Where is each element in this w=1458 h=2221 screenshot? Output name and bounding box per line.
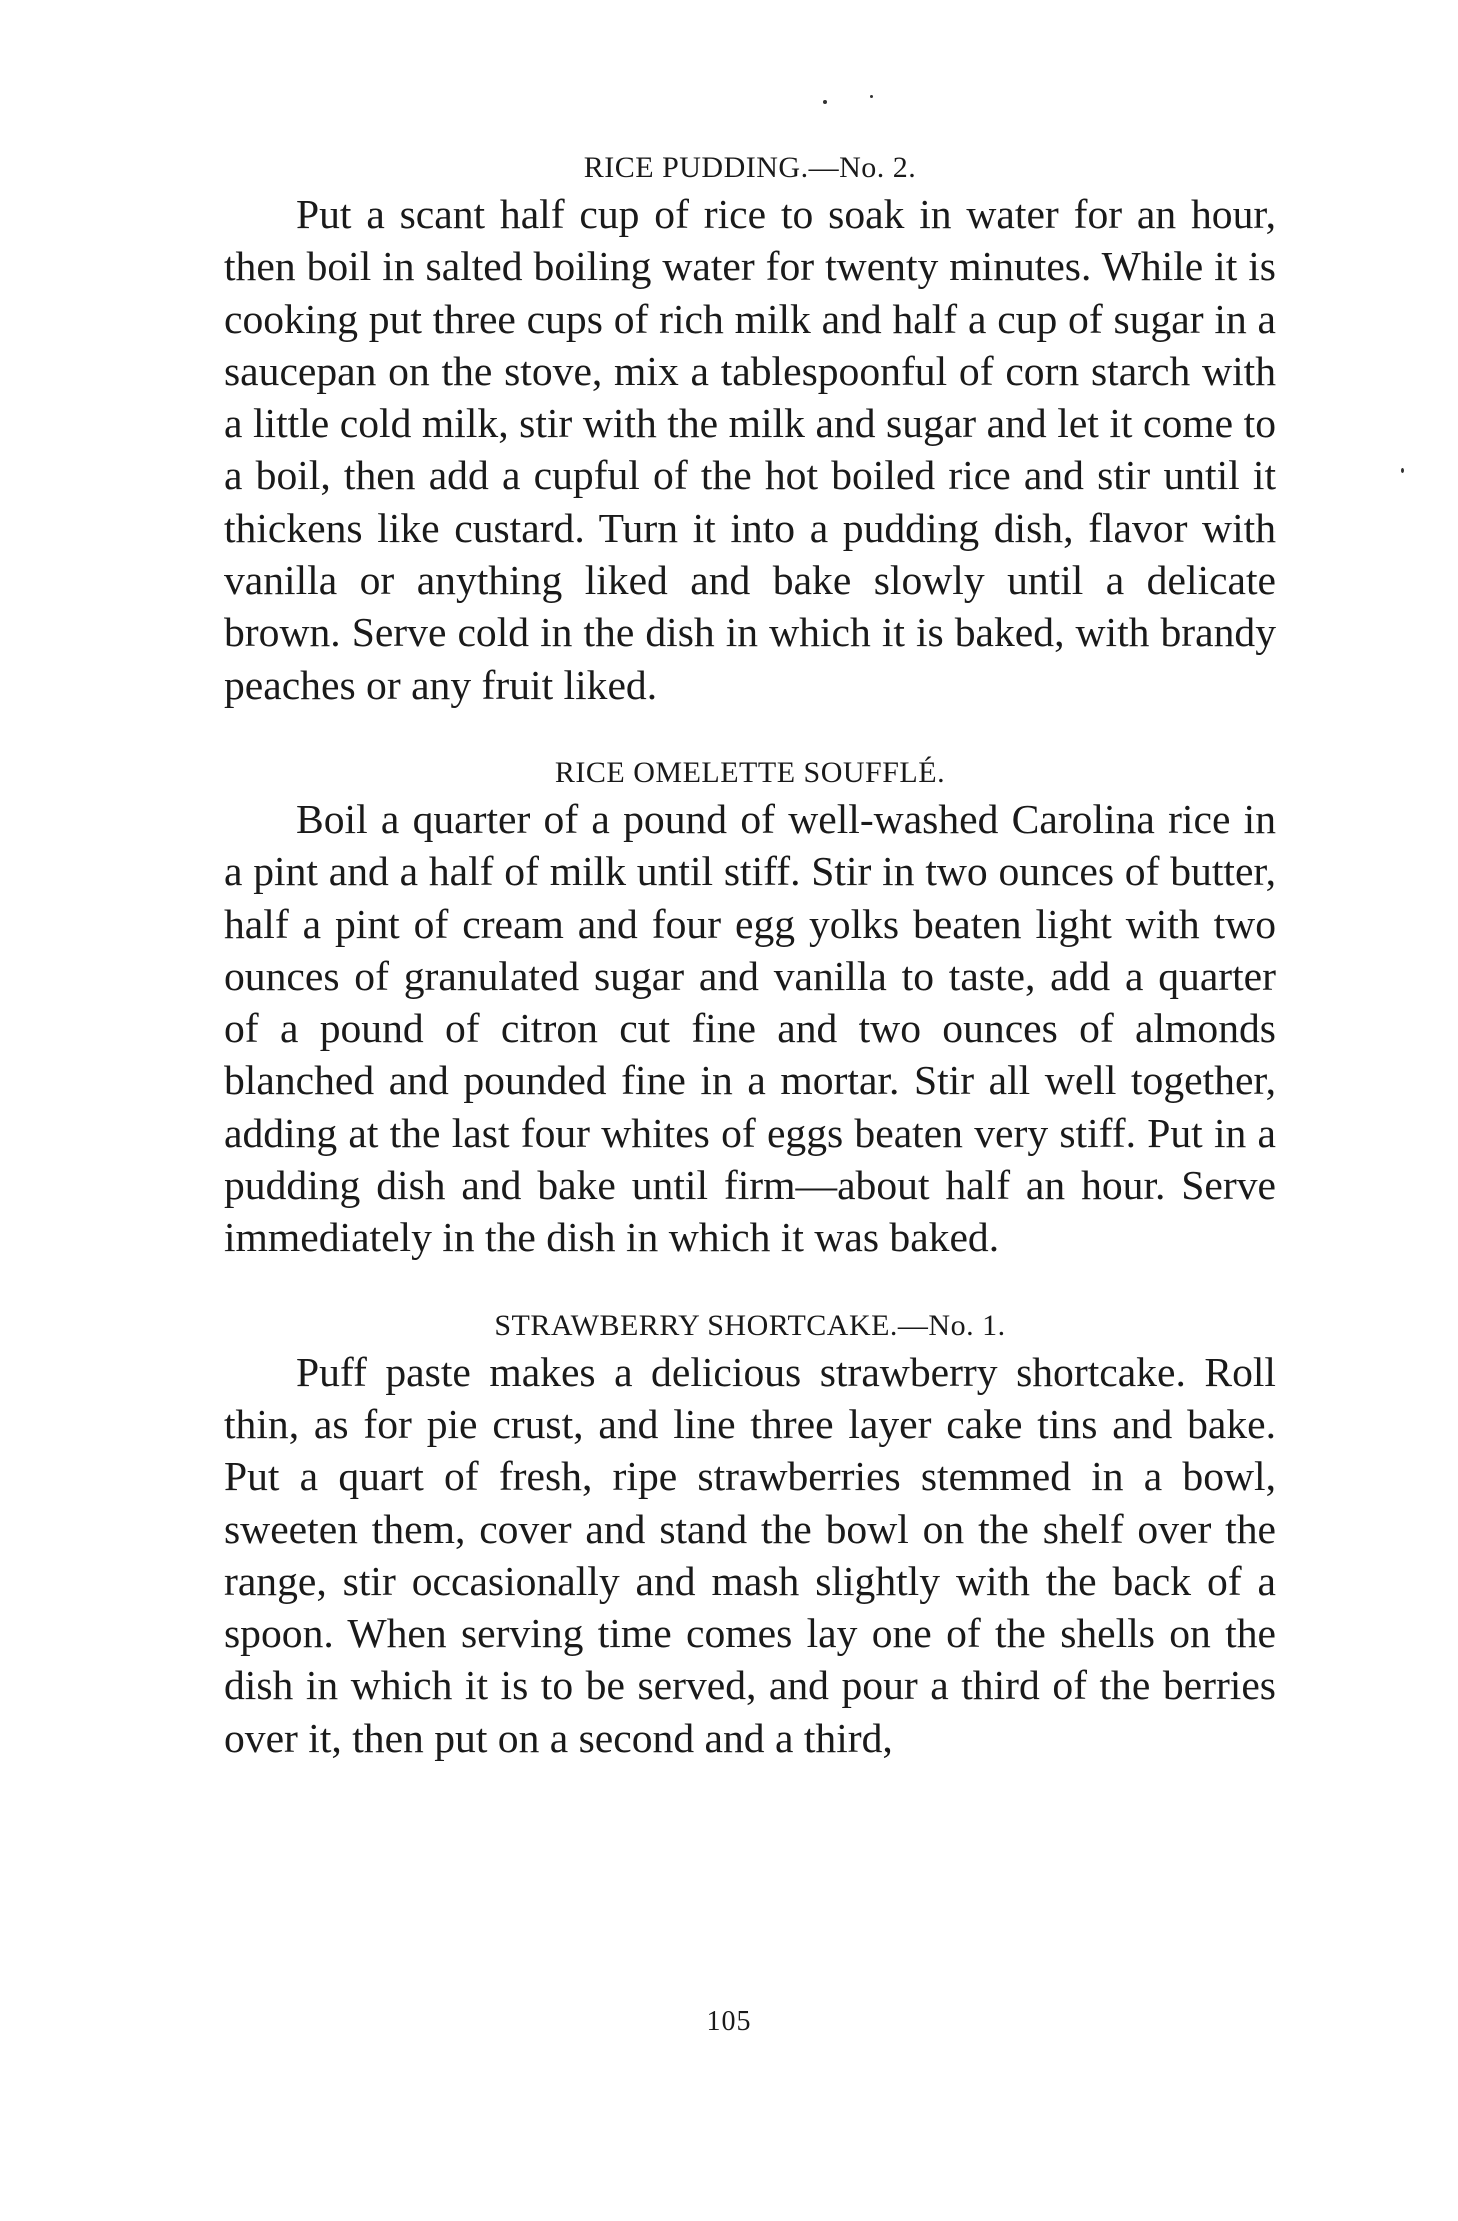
recipe-body-strawberry-shortcake: Puff paste makes a delicious strawberry shortcake. Roll thin, as for pie crust, and line three layer cake tins and bake. Put a quart of fresh, ripe strawberries stemmed in a bowl, sweeten them, cover and stand the bowl on the shelf over the range, stir occasionally and mash slightly with the back of a spoon. When serving time comes lay one of the shells on the dish in which it is to be served, and pour a third of the berries over it, then put on a second and a third, [224,1348,1276,1761]
print-speck [870,95,873,98]
recipe-title-rice-pudding: RICE PUDDING.—No. 2. [583,151,917,184]
recipe-body-rice-omelette-souffle: Boil a quarter of a pound of well-washed Carolina rice in a pint and a half of milk until stiff. Stir in two ounces of butter, half a pint of cream and four egg yolks beaten light with two ounces of granulated sugar and vanilla to taste, add a quarter of a pound of citron cut fine and two ounces of almonds blanched and pounded fine in a mortar. Stir all well together, adding at the last four whites of eggs beaten very stiff. Put in a pudding dish and bake until firm—about half an hour. Serve immediately in the dish in which it was baked. [224,795,1276,1261]
print-speck [823,100,827,104]
recipe-title-strawberry-shortcake: STRAWBERRY SHORTCAKE.—No. 1. [494,1308,1006,1342]
page-number: 105 [706,2006,752,2037]
page-content [224,138,1276,1764]
recipe-body-rice-pudding: Put a scant half cup of rice to soak in water for an hour, then boil in salted boiling water for twenty minutes. While it is cooking put three cups of rich milk and half a cup of sugar in a saucepan on the stove, mix a tablespoonful of corn starch with a little cold milk, stir with the milk and sugar and let it come to a boil, then add a cupful of the hot boiled rice and stir until it thickens like custard. Turn it into a pudding dish, flavor with vanilla or anything liked and bake slowly until a delicate brown. Serve cold in the dish in which it is baked, with brandy peaches or any fruit liked. [224,191,1276,708]
recipe-title-rice-omelette-souffle: RICE OMELETTE SOUFFLÉ. [554,755,946,789]
print-speck [1401,468,1404,473]
